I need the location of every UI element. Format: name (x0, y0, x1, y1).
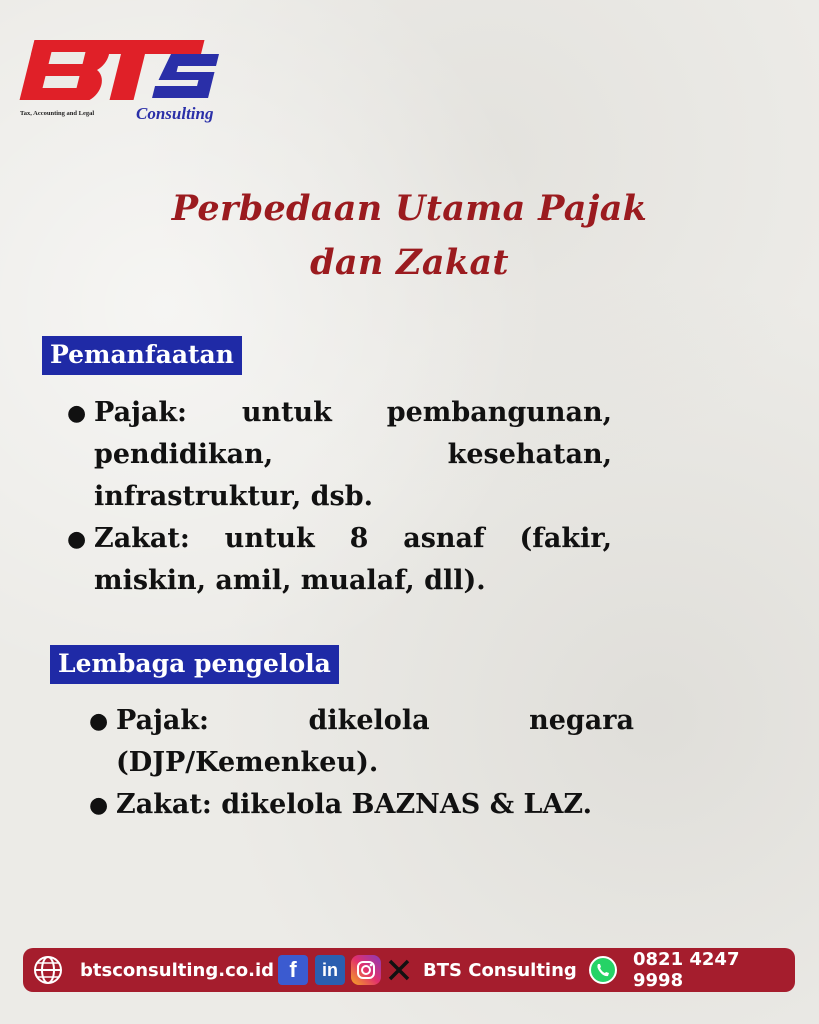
list-item: ● Zakat: untuk 8 asnaf (fakir, miskin, amil, mualaf, dll). (94, 518, 612, 602)
x-icon[interactable] (387, 948, 411, 992)
bullet-icon: ● (67, 400, 87, 426)
pemanfaatan-list (67, 392, 612, 602)
social-name[interactable]: BTS Consulting (423, 959, 577, 981)
logo-tagline: Tax, Accounting and Legal (20, 110, 95, 117)
bts-logo (14, 34, 219, 129)
phone-number[interactable]: 0821 4247 9998 (633, 949, 740, 991)
list-item: ● Pajak: untuk pembangunan, pendidikan, kesehatan, infrastruktur, dsb. (94, 392, 612, 518)
linkedin-icon[interactable]: in (315, 948, 345, 992)
footer-bar (23, 948, 795, 992)
bullet-icon: ● (89, 792, 109, 818)
section-heading-lembaga-pengelola: Lembaga pengelola (50, 645, 339, 684)
facebook-icon[interactable]: f (278, 948, 308, 992)
instagram-icon[interactable] (351, 948, 381, 992)
bullet-icon: ● (67, 526, 87, 552)
page-title-line-2: dan Zakat (310, 242, 509, 283)
logo-consulting-text: Consulting (136, 104, 214, 123)
bts-logo-mark (14, 34, 219, 114)
globe-icon[interactable] (33, 948, 63, 992)
list-item: ● Pajak: dikelola negara (DJP/Kemenkeu). (116, 700, 634, 784)
bullet-icon: ● (89, 708, 109, 734)
whatsapp-icon[interactable] (588, 948, 618, 992)
list-item: ● Zakat: dikelola BAZNAS & LAZ. (116, 784, 634, 826)
website-link[interactable]: btsconsulting.co.id (80, 959, 274, 981)
section-heading-pemanfaatan: Pemanfaatan (42, 336, 242, 375)
lembaga-pengelola-list (89, 700, 634, 826)
page-title-line-1: Perbedaan Utama Pajak (171, 188, 648, 229)
